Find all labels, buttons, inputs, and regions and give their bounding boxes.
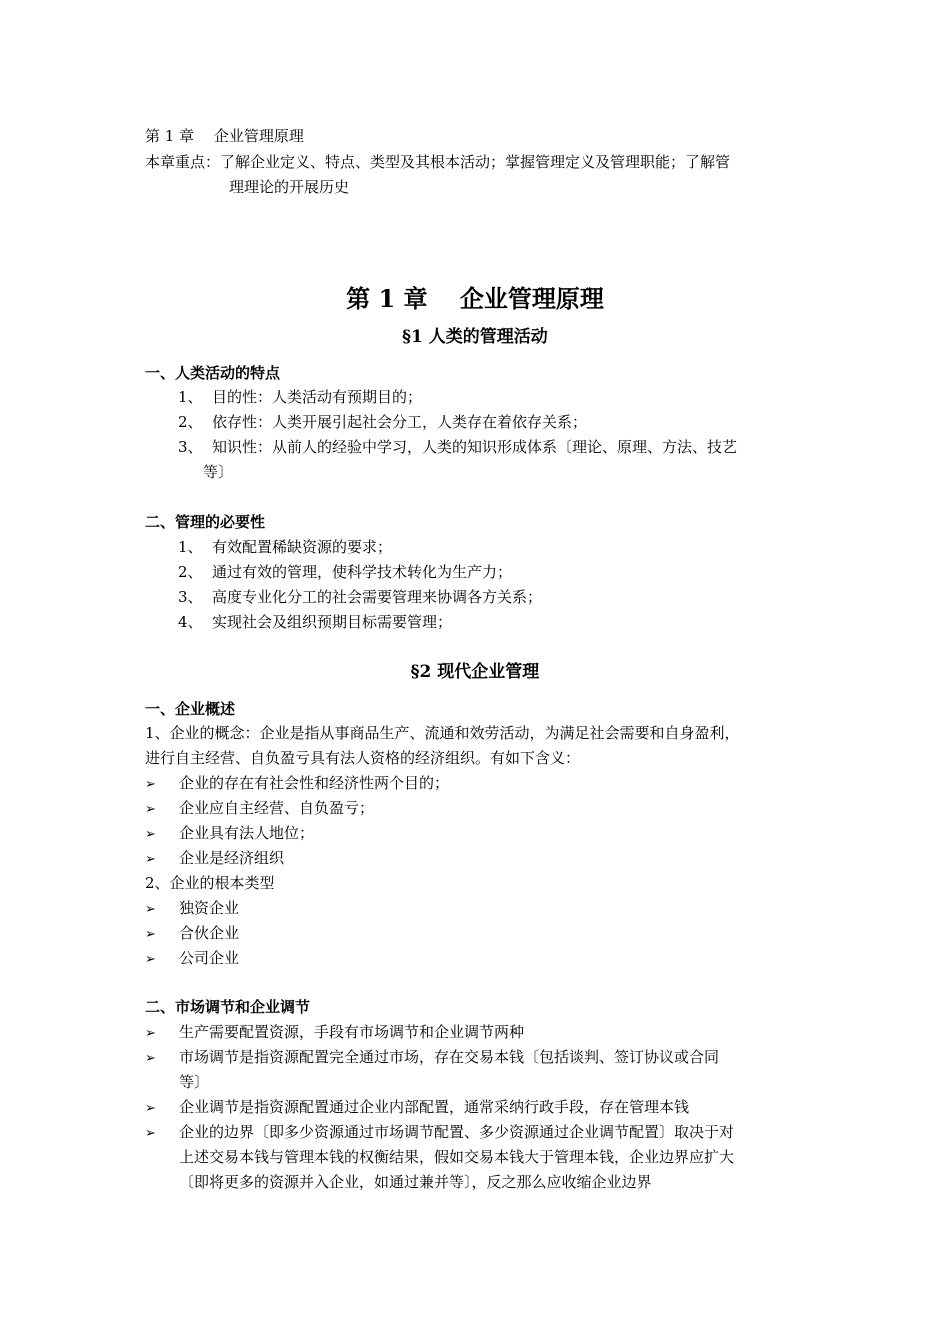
arrow-bullet-icon: ➢ bbox=[145, 1026, 156, 1041]
bullet-item bbox=[145, 897, 239, 921]
list-item bbox=[178, 436, 737, 458]
bullet-item bbox=[145, 1096, 689, 1120]
bullet-item bbox=[145, 922, 239, 946]
bullet-text: 企业应自主经营、自负盈亏； bbox=[179, 799, 375, 817]
arrow-bullet-icon: ➢ bbox=[145, 852, 156, 867]
concept-line-1: 1、企业的概念：企业是指从事商品生产、流通和效劳活动，为满足社会需要和自身盈利， bbox=[145, 724, 740, 742]
bullet-item bbox=[145, 772, 449, 796]
list-item bbox=[178, 411, 587, 433]
item-text: 知识性：从前人的经验中学习，人类的知识形成体系〔理论、原理、方法、技艺 bbox=[212, 438, 738, 456]
sec1-part1-heading: 一、人类活动的特点 bbox=[145, 364, 281, 382]
item-text: 实现社会及组织预期目标需要管理； bbox=[212, 613, 453, 631]
item-text: 目的性：人类活动有预期目的； bbox=[212, 388, 423, 406]
arrow-bullet-icon: ➢ bbox=[145, 902, 156, 917]
item-number: 1、 bbox=[178, 538, 203, 556]
types-heading: 2、企业的根本类型 bbox=[145, 874, 275, 892]
bullet-item bbox=[145, 847, 284, 871]
bullet-item bbox=[145, 1121, 734, 1145]
bullet-item bbox=[145, 797, 374, 821]
sec1-part2-heading: 二、管理的必要性 bbox=[145, 513, 266, 531]
item-text: 依存性：人类开展引起社会分工，人类存在着依存关系； bbox=[212, 413, 588, 431]
item-text: 高度专业化分工的社会需要管理来协调各方关系； bbox=[212, 588, 543, 606]
bullet-text: 独资企业 bbox=[179, 899, 240, 917]
item-number: 1、 bbox=[178, 388, 203, 406]
bullet-text: 企业调节是指资源配置通过企业内部配置，通常采纳行政手段，存在管理本钱 bbox=[179, 1098, 690, 1116]
bullet-item bbox=[145, 822, 314, 846]
item-number: 3、 bbox=[178, 588, 203, 606]
item-text: 通过有效的管理，使科学技术转化为生产力； bbox=[212, 563, 513, 581]
section-2-title: §2 现代企业管理 bbox=[410, 662, 540, 682]
item-number: 3、 bbox=[178, 438, 203, 456]
bullet-continuation: 等〕 bbox=[179, 1073, 210, 1091]
bullet-text: 市场调节是指资源配置完全通过市场，存在交易本钱〔包括谈判、签订协议或合同 bbox=[179, 1048, 720, 1066]
list-item bbox=[178, 386, 422, 408]
bullet-continuation: 〔即将更多的资源并入企业，如通过兼并等〕，反之那么应收缩企业边界 bbox=[179, 1173, 652, 1191]
arrow-bullet-icon: ➢ bbox=[145, 952, 156, 967]
arrow-bullet-icon: ➢ bbox=[145, 1101, 156, 1116]
bullet-item bbox=[145, 1021, 524, 1045]
arrow-bullet-icon: ➢ bbox=[145, 1051, 156, 1066]
concept-line-2: 进行自主经营、自负盈亏具有法人资格的经济组织。有如下含义： bbox=[145, 749, 581, 767]
bullet-text: 企业的存在有社会性和经济性两个目的； bbox=[179, 774, 450, 792]
arrow-bullet-icon: ➢ bbox=[145, 802, 156, 817]
header-chapter-line: 第 1 章 企业管理原理 bbox=[145, 127, 304, 145]
arrow-bullet-icon: ➢ bbox=[145, 927, 156, 942]
section-1-title: §1 人类的管理活动 bbox=[402, 327, 548, 347]
item-number: 4、 bbox=[178, 613, 203, 631]
bullet-text: 生产需要配置资源，手段有市场调节和企业调节两种 bbox=[179, 1023, 525, 1041]
list-item bbox=[178, 536, 392, 558]
sec2-part1-heading: 一、企业概述 bbox=[145, 700, 236, 718]
arrow-bullet-icon: ➢ bbox=[145, 827, 156, 842]
list-item-continuation: 等〕 bbox=[203, 463, 234, 481]
arrow-bullet-icon: ➢ bbox=[145, 1126, 156, 1141]
list-item bbox=[178, 561, 512, 583]
arrow-bullet-icon: ➢ bbox=[145, 777, 156, 792]
list-item bbox=[178, 611, 452, 633]
bullet-text: 合伙企业 bbox=[179, 924, 240, 942]
bullet-continuation: 上述交易本钱与管理本钱的权衡结果，假如交易本钱大于管理本钱，企业边界应扩大 bbox=[179, 1148, 735, 1166]
bullet-item bbox=[145, 947, 239, 971]
bullet-text: 企业是经济组织 bbox=[179, 849, 285, 867]
chapter-title: 第 1 章 企业管理原理 bbox=[346, 284, 604, 313]
bullet-text: 企业具有法人地位； bbox=[179, 824, 315, 842]
item-number: 2、 bbox=[178, 563, 203, 581]
bullet-text: 公司企业 bbox=[179, 949, 240, 967]
item-number: 2、 bbox=[178, 413, 203, 431]
key-points-line-2: 理理论的开展历史 bbox=[229, 178, 350, 196]
bullet-text: 企业的边界〔即多少资源通过市场调节配置、多少资源通过企业调节配置〕取决于对 bbox=[179, 1123, 735, 1141]
key-points-line-1: 本章重点：了解企业定义、特点、类型及其根本活动；掌握管理定义及管理职能；了解管 bbox=[145, 153, 731, 171]
sec2-part2-heading: 二、市场调节和企业调节 bbox=[145, 998, 311, 1016]
item-text: 有效配置稀缺资源的要求； bbox=[212, 538, 393, 556]
list-item bbox=[178, 586, 542, 608]
bullet-item bbox=[145, 1046, 719, 1070]
